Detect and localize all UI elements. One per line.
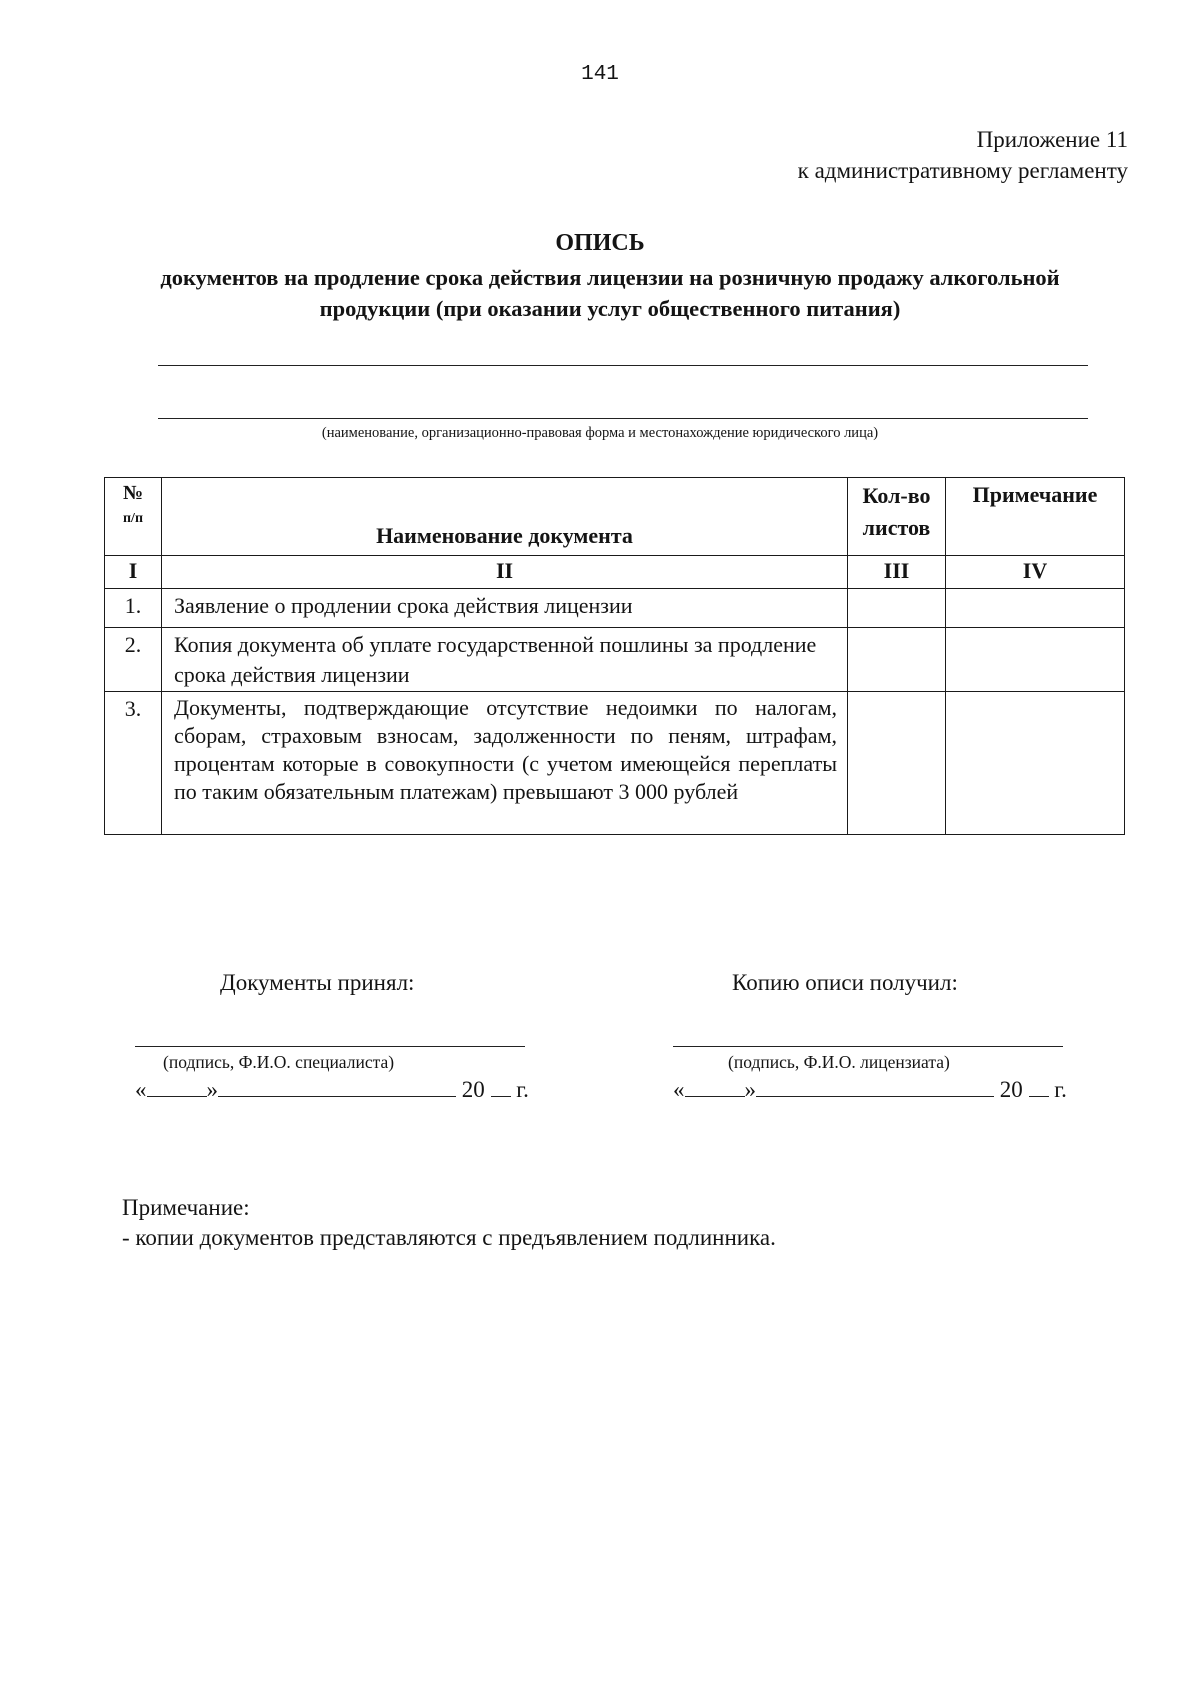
org-fill-line-1 bbox=[158, 365, 1088, 366]
year-prefix: 20 bbox=[999, 1077, 1023, 1102]
row-note bbox=[946, 692, 1125, 835]
table-header-row bbox=[105, 478, 1125, 556]
row-note bbox=[946, 628, 1125, 692]
roman-numeral-row bbox=[105, 556, 1125, 589]
month-blank bbox=[756, 1076, 994, 1097]
document-title: ОПИСЬ bbox=[555, 230, 645, 256]
note-heading: Примечание: bbox=[122, 1195, 250, 1220]
received-by-heading: Копию описи получил: bbox=[732, 970, 958, 995]
page-number: 141 bbox=[581, 63, 619, 86]
roman-3: III bbox=[848, 556, 946, 589]
year-suffix: г. bbox=[1054, 1077, 1067, 1102]
specialist-date-line bbox=[135, 1076, 529, 1103]
accepted-by-heading: Документы принял: bbox=[220, 970, 415, 995]
day-blank bbox=[685, 1076, 745, 1097]
year-blank bbox=[1029, 1076, 1049, 1097]
quote-close: » bbox=[206, 1077, 218, 1102]
note-text: - копии документов представляются с предъявлением подлинника. bbox=[122, 1225, 776, 1250]
year-blank bbox=[491, 1076, 511, 1097]
quote-close: » bbox=[744, 1077, 756, 1102]
row-note bbox=[946, 589, 1125, 628]
table-row bbox=[105, 589, 1125, 628]
row-number: 3. bbox=[105, 692, 162, 835]
row-number: 1. bbox=[105, 589, 162, 628]
specialist-signature-caption: (подпись, Ф.И.О. специалиста) bbox=[163, 1052, 395, 1072]
header-document-name: Наименование документа bbox=[162, 478, 848, 556]
licensee-date-line bbox=[673, 1076, 1067, 1103]
number-sign: № bbox=[122, 482, 144, 504]
org-fill-line-2 bbox=[158, 418, 1088, 419]
quote-open: « bbox=[135, 1077, 147, 1102]
row-number: 2. bbox=[105, 628, 162, 692]
appendix-line-1: Приложение 11 bbox=[976, 127, 1128, 152]
header-sheet-count bbox=[848, 478, 946, 556]
header-number bbox=[105, 478, 162, 556]
row-document-name: Копия документа об уплате государственной пошлины за продление срока действия лицензии bbox=[162, 628, 848, 692]
row-sheet-count bbox=[848, 589, 946, 628]
roman-4: IV bbox=[946, 556, 1125, 589]
day-blank bbox=[147, 1076, 207, 1097]
quote-open: « bbox=[673, 1077, 685, 1102]
header-note: Примечание bbox=[946, 478, 1125, 556]
roman-2: II bbox=[162, 556, 848, 589]
specialist-signature-line bbox=[135, 1046, 525, 1047]
table-row bbox=[105, 692, 1125, 835]
appendix-reference bbox=[798, 124, 1128, 186]
appendix-line-2: к административному регламенту bbox=[797, 158, 1128, 183]
roman-1: I bbox=[105, 556, 162, 589]
row-document-name: Заявление о продлении срока действия лицензии bbox=[162, 589, 848, 628]
row-sheet-count bbox=[848, 628, 946, 692]
row-sheet-count bbox=[848, 692, 946, 835]
year-suffix: г. bbox=[516, 1077, 529, 1102]
licensee-signature-line bbox=[673, 1046, 1063, 1047]
table-row bbox=[105, 628, 1125, 692]
number-sub: п/п bbox=[122, 511, 144, 526]
row-document-name: Документы, подтверждающие отсутствие недоимки по налогам, сборам, страховым взносам, задолженности по пеням, штрафам, процентам которые в совокупности (с учетом имеющейся переплаты по таким обязательным платежам) превышают 3 000 рублей bbox=[162, 692, 848, 835]
year-prefix: 20 bbox=[461, 1077, 485, 1102]
documents-table bbox=[104, 477, 1125, 835]
month-blank bbox=[218, 1076, 456, 1097]
qty-line-1: Кол-во bbox=[862, 483, 931, 508]
licensee-signature-caption: (подпись, Ф.И.О. лицензиата) bbox=[728, 1052, 950, 1072]
qty-line-2: листов bbox=[862, 515, 931, 540]
org-caption: (наименование, организационно-правовая форма и местонахождение юридического лица) bbox=[321, 425, 879, 441]
subtitle-line-1: документов на продление срока действия лицензии на розничную продажу алкогольной bbox=[160, 265, 1060, 290]
document-subtitle bbox=[110, 262, 1110, 324]
subtitle-line-2: продукции (при оказании услуг общественного питания) bbox=[319, 296, 901, 321]
